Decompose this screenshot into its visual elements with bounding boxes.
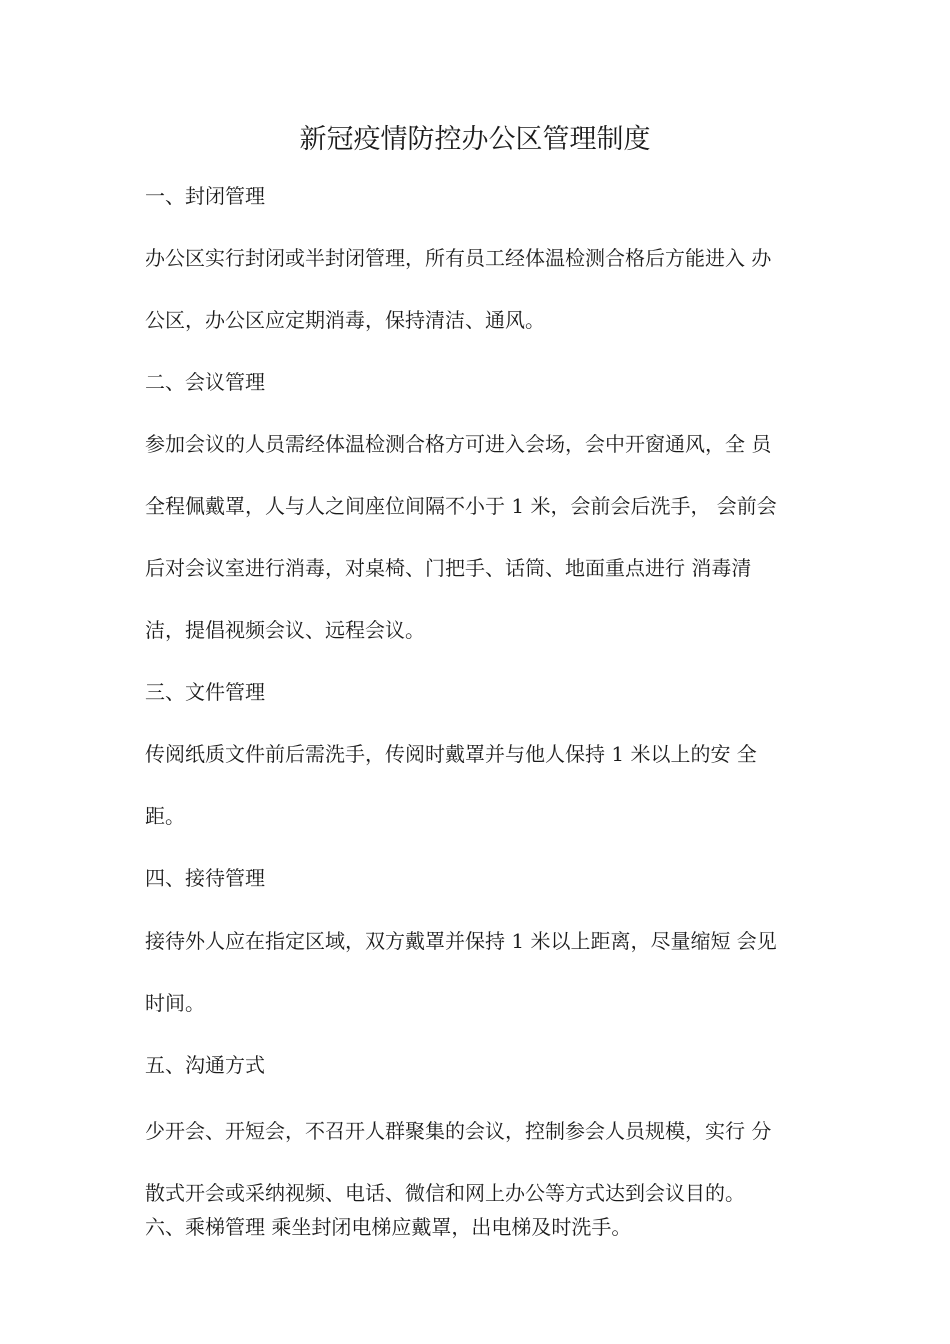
paragraph-line: 全程佩戴罩，人与人之间座位间隔不小于 1 米，会前会后洗手， 会前会 [145, 494, 777, 518]
section-heading-communication: 五、沟通方式 [145, 1053, 265, 1077]
paragraph-line: 后对会议室进行消毒，对桌椅、门把手、话筒、地面重点进行 消毒清 [145, 556, 752, 580]
paragraph-line: 办公区实行封闭或半封闭管理，所有员工经体温检测合格后方能进入 办 [145, 246, 772, 270]
section-heading-reception-management: 四、接待管理 [145, 866, 265, 890]
paragraph-line: 传阅纸质文件前后需洗手，传阅时戴罩并与他人保持 1 米以上的安 全 [145, 742, 757, 766]
paragraph-line: 公区，办公区应定期消毒，保持清洁、通风。 [145, 308, 545, 332]
section-heading-closed-management: 一、封闭管理 [145, 184, 265, 208]
section-heading-meeting-management: 二、会议管理 [145, 370, 265, 394]
document-title: 新冠疫情防控办公区管理制度 [299, 124, 651, 155]
paragraph-line: 少开会、开短会，不召开人群聚集的会议，控制参会人员规模，实行 分 [145, 1119, 772, 1143]
paragraph-line: 洁，提倡视频会议、远程会议。 [145, 618, 425, 642]
section-heading-document-management: 三、文件管理 [145, 680, 265, 704]
paragraph-line: 距。 [145, 804, 185, 828]
paragraph-line: 参加会议的人员需经体温检测合格方可进入会场，会中开窗通风，全 员 [145, 432, 772, 456]
paragraph-line: 接待外人应在指定区域，双方戴罩并保持 1 米以上距离，尽量缩短 会见 [145, 929, 777, 953]
section-heading-elevator-management: 六、乘梯管理 乘坐封闭电梯应戴罩，出电梯及时洗手。 [145, 1215, 632, 1239]
paragraph-line: 时间。 [145, 991, 205, 1015]
paragraph-line: 散式开会或采纳视频、电话、微信和网上办公等方式达到会议目的。 [145, 1181, 745, 1205]
